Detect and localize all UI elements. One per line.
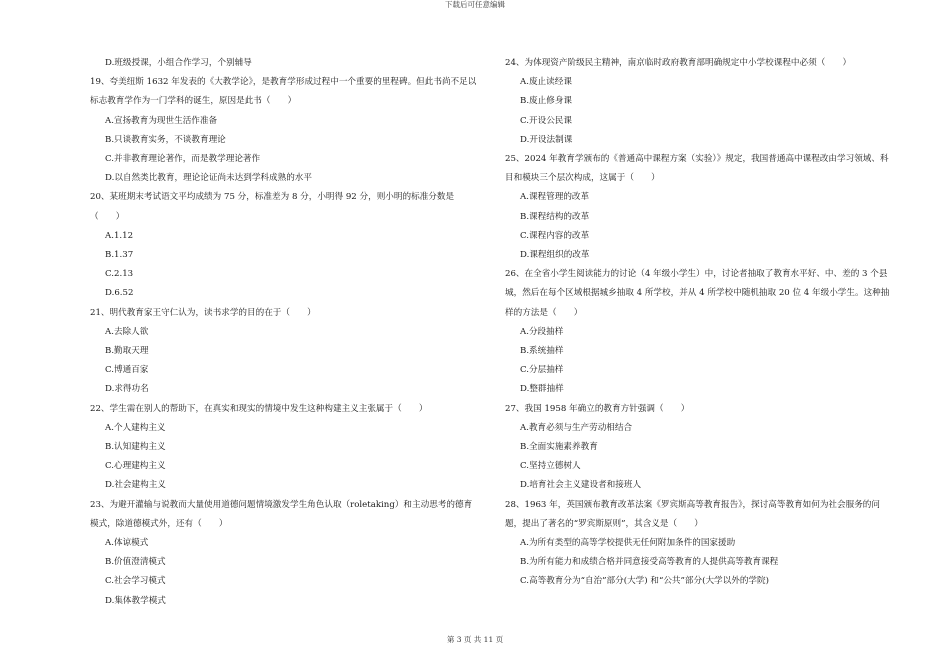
option-d: D.开设法制课 [520, 134, 573, 145]
question-26 [505, 265, 895, 399]
page-header: 下载后可任意编辑 [445, 0, 505, 9]
option-d: D.社会建构主义 [105, 480, 166, 491]
option-b: B.只谈教育实务，不谈教育理论 [105, 134, 226, 145]
question-stem: 21、明代教育家王守仁认为，读书求学的目的在于（ ） [90, 307, 316, 318]
option-c: C.高等教育分为“自治”部分(大学) 和“公共”部分(大学以外的学院) [520, 576, 769, 587]
option-c: C.并非教育理论著作，而是教学理论著作 [105, 154, 261, 165]
option-c: C.2.13 [105, 269, 134, 280]
question-stem: 25、2024 年教育学颁布的《普通高中课程方案（实验）》规定，我国普通高中课程改由学习领域、科目和模块三个层次构成，这属于（ ） [505, 154, 889, 184]
question-stem: 27、我国 1958 年确立的教育方针强调（ ） [505, 403, 690, 414]
option-a: A.去除人欲 [105, 326, 149, 337]
question-21 [90, 304, 480, 400]
option-b: B.全面实施素养教育 [520, 442, 598, 453]
option-a: A.废止读经课 [520, 77, 572, 88]
question-stem: 20、某班期末考试语文平均成绩为 75 分，标准差为 8 分，小明得 92 分，则小明的标准分数是（ ） [90, 192, 455, 222]
question-22 [90, 400, 480, 496]
right-column [505, 54, 895, 592]
option-b: B.价值澄清模式 [105, 557, 166, 568]
question-19 [90, 73, 480, 188]
option-d: D.集体教学模式 [105, 595, 166, 606]
question-stem: 23、为避开灌输与说教而大量使用道德问题情境激发学生角色认取（roletaking）和主动思考的德育模式，除道德模式外，还有（ ） [90, 499, 473, 529]
question-stem: 28、1963 年，英国颁布教育改革法案《罗宾斯高等教育报告》，探讨高等教育如何为社会服务的问题，提出了著名的“罗宾斯原则”，其含义是（ ） [505, 499, 880, 529]
question-25 [505, 150, 895, 265]
option-c: C.心理建构主义 [105, 461, 166, 472]
option-b: B.系统抽样 [520, 346, 564, 357]
question-stem: 24、为体现资产阶级民主精神，南京临时政府教育部明确规定中小学校课程中必须（ ） [505, 58, 852, 68]
option-c: C.课程内容的改革 [520, 230, 590, 241]
option-b: B.认知建构主义 [105, 442, 166, 453]
question-stem: 22、学生需在别人的帮助下，在真实和现实的情境中发生这种构建主义主张属于（ ） [90, 403, 428, 414]
option-a: A.课程管理的改革 [520, 192, 590, 203]
option-b: B.勤取天理 [105, 346, 149, 357]
option-d: D.整群抽样 [520, 384, 564, 395]
page-footer: 第 3 页 共 11 页 [446, 635, 504, 644]
option-a: A.教育必须与生产劳动相结合 [520, 422, 633, 433]
option-b: B.废止修身课 [520, 96, 573, 107]
question-27 [505, 400, 895, 496]
option-b: B.1.37 [105, 250, 134, 261]
question-23 [90, 496, 480, 611]
option-a: A.宣扬教育为现世生活作准备 [105, 115, 218, 126]
question-stem: 26、在全省小学生阅读能力的讨论（4 年级小学生）中，讨论者抽取了教育水平好、中、差的 3 个县城，然后在每个区域根据城乡抽取 4 所学校，并从 4 所学校中随机抽取 20 位 4 年级小学生。这种抽样的方法是（ ） [505, 269, 890, 318]
option-c: C.坚持立德树人 [520, 461, 581, 472]
option-a: A.分段抽样 [520, 326, 564, 337]
option-c: C.博通百家 [105, 365, 149, 376]
option-a: A.1.12 [105, 230, 134, 241]
question-28 [505, 496, 895, 592]
question-20 [90, 188, 480, 303]
option-a: A.为所有类型的高等学校提供无任何附加条件的国家援助 [520, 538, 736, 549]
option-d: D.培育社会主义建设者和接班人 [520, 480, 642, 491]
question-24 [505, 54, 895, 150]
option-c: C.开设公民课 [520, 115, 572, 126]
option-a: A.个人建构主义 [105, 422, 166, 433]
question-stem: 19、夸美纽斯 1632 年发表的《大教学论》，是教育学形成过程中一个重要的里程碑。但此书尚不足以标志教育学作为一门学科的诞生，原因是此书（ ） [90, 77, 477, 107]
option-d: D.6.52 [105, 288, 134, 299]
option-18-d: D.班级授课，小组合作学习，个别辅导 [105, 58, 252, 68]
option-b: B.为所有能力和成绩合格并同意接受高等教育的人提供高等教育课程 [520, 557, 779, 568]
option-b: B.课程结构的改革 [520, 211, 590, 222]
left-column [90, 54, 480, 611]
option-d: D.课程组织的改革 [520, 250, 590, 261]
option-c: C.分层抽样 [520, 365, 564, 376]
option-c: C.社会学习模式 [105, 576, 166, 587]
option-a: A.体谅模式 [105, 538, 149, 549]
option-d: D.求得功名 [105, 384, 149, 395]
option-d: D.以自然类比教育，理论论证尚未达到学科成熟的水平 [105, 173, 312, 184]
